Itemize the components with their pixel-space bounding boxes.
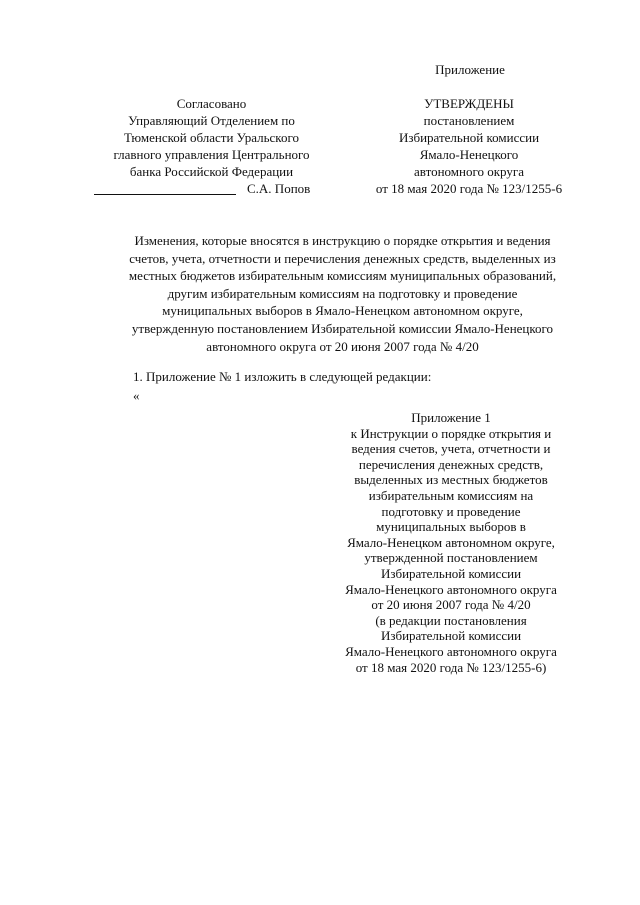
title-line: автономного округа от 20 июня 2007 года № 4/20 [206,338,479,354]
appendix-heading: Приложение [435,62,505,77]
appendix-1-line: Избирательной комиссии [380,565,522,581]
signature-name: С.А. Попов [247,181,311,196]
appendix-1-line: Ямало-Ненецком автономном округе, [347,534,555,550]
appendix-1-line: выделенных из местных бюджетов [354,472,548,488]
title-line: счетов, учета, отчетности и перечисления денежных средств, выделенных из [129,250,556,266]
title-line: другим избирательным комиссиям на подготовку и проведение [167,285,518,301]
appendix-1-line: Ямало-Ненецкого автономного округа [345,643,557,659]
appendix-1-line: к Инструкции о порядке открытия и [350,425,552,441]
approval-left-line: Тюменской области Уральского [124,130,299,145]
title-line: утвержденную постановлением Избирательной комиссии Ямало-Ненецкого [131,320,554,336]
appendix-1-line: Избирательной комиссии [380,628,522,644]
approval-right-line: УТВЕРЖДЕНЫ [424,96,514,111]
title-line: муниципальных выборов в Ямало-Ненецком автономном округе, [162,303,523,319]
appendix-1-line: от 18 мая 2020 года № 123/1255-6) [355,659,547,675]
approval-left-line: главного управления Центрального [113,147,310,162]
approval-right-line: от 18 мая 2020 года № 123/1255-6 [375,181,563,196]
approval-left-block [84,95,339,180]
approval-right-line: Избирательной комиссии [398,130,540,145]
appendix-1-line: ведения счетов, учета, отчетности и [351,441,551,457]
approval-left-line: Управляющий Отделением по [128,113,295,128]
appendix-1-line: муниципальных выборов в [376,519,526,535]
appendix-1-line: перечисления денежных средств, [358,456,544,472]
approval-left-line: банка Российской Федерации [129,164,294,179]
appendix-1-block [320,410,582,675]
signature-line [94,194,236,195]
open-quote: « [133,388,140,403]
appendix-1-line: подготовку и проведение [381,503,521,519]
title-line: местных бюджетов избирательным комиссиям муниципальных образований, [128,268,557,284]
title-line: Изменения, которые вносятся в инструкцию о порядке открытия и ведения [134,233,551,248]
appendix-1-line: (в редакции постановления [375,612,527,628]
signature-row [94,180,344,197]
document-title [70,232,615,355]
appendix-1-line: от 20 июня 2007 года № 4/20 [371,597,531,613]
appendix-1-line: Ямало-Ненецкого автономного округа [345,581,557,597]
approval-right-line: Ямало-Ненецкого [419,147,519,162]
approval-right-line: автономного округа [414,164,524,179]
approval-left-line: Согласовано [176,96,247,111]
approval-right-block [352,95,586,197]
appendix-1-line: утвержденной постановлением [364,550,538,566]
paragraph-item-1: 1. Приложение № 1 изложить в следующей редакции: [133,369,432,384]
appendix-1-line: Приложение 1 [411,410,491,425]
appendix-1-line: избирательным комиссиям на [368,487,534,503]
approval-right-line: постановлением [423,113,515,128]
